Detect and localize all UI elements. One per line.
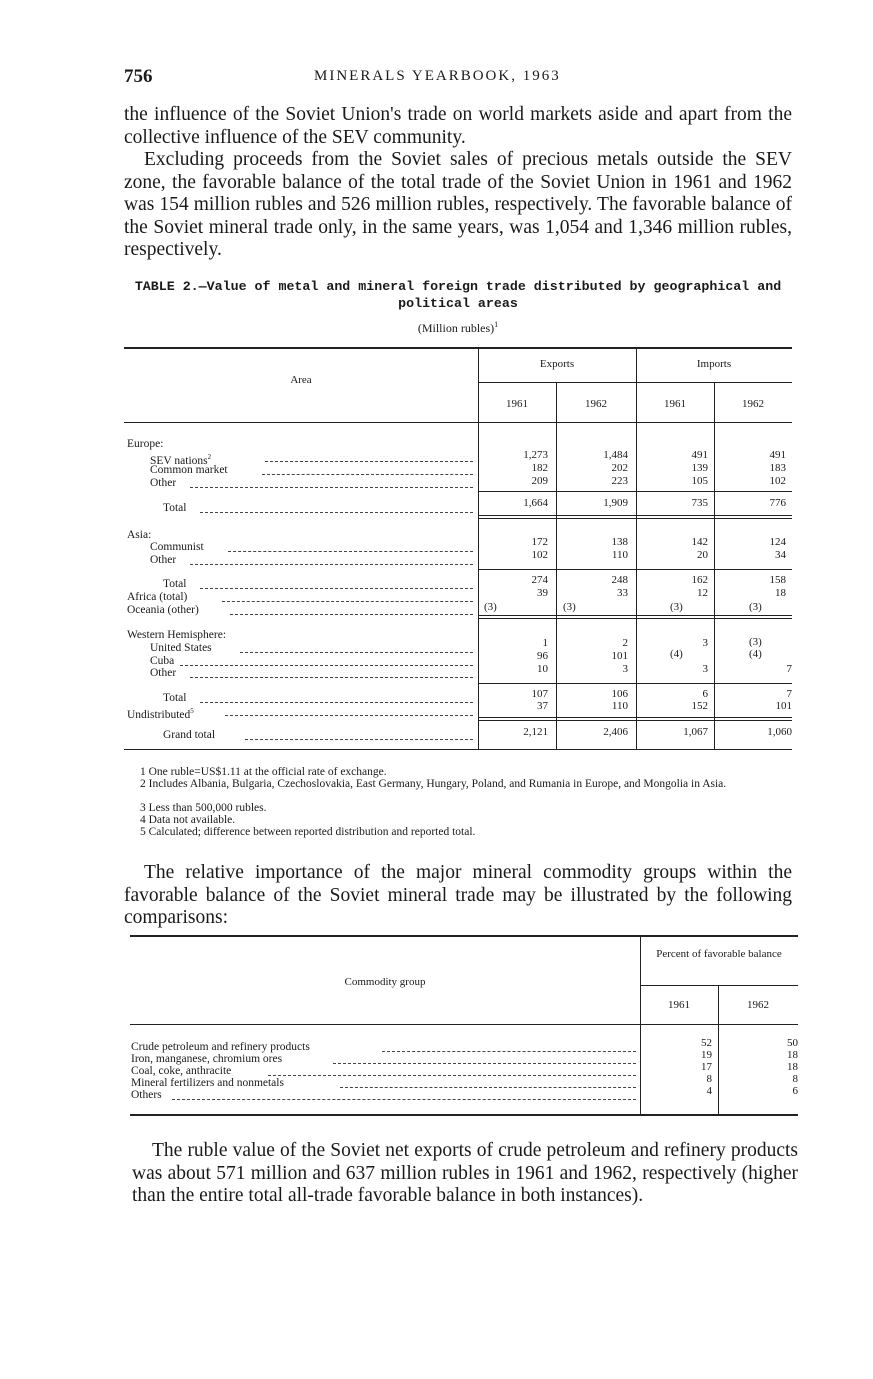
- cell: 33: [617, 587, 628, 599]
- cell: 18: [775, 587, 786, 599]
- leader-dots: [265, 461, 473, 462]
- cell: 735: [691, 497, 708, 509]
- leader-dots: [262, 474, 473, 475]
- cell: 1: [542, 637, 548, 649]
- cell: 1,484: [603, 449, 628, 461]
- col-year: 1961: [506, 398, 528, 410]
- col-year: 1961: [668, 999, 690, 1011]
- cell: 776: [769, 497, 786, 509]
- row-label: Common market: [150, 464, 228, 476]
- cell: 8: [792, 1073, 798, 1085]
- col-group-header: Commodity group: [344, 976, 426, 988]
- row-label: Africa (total): [127, 591, 188, 603]
- table3-head-rule: [130, 1024, 798, 1025]
- cell: (3): [670, 601, 683, 613]
- cell: 183: [769, 462, 786, 474]
- cell: 158: [769, 574, 786, 586]
- cell: 491: [769, 449, 786, 461]
- page-number: 756: [124, 66, 153, 87]
- cell: (3): [563, 601, 576, 613]
- total-rule: [478, 683, 792, 684]
- total-rule: [478, 615, 792, 616]
- cell: 139: [691, 462, 708, 474]
- cell: 182: [531, 462, 548, 474]
- footnote: 3 Less than 500,000 rubles.: [140, 802, 267, 814]
- cell: 491: [691, 449, 708, 461]
- cell: 1,060: [767, 726, 792, 738]
- table2-units-text: (Million rubles): [417, 321, 495, 335]
- row-label-text: SEV nations: [150, 454, 208, 467]
- leader-dots: [382, 1051, 636, 1052]
- cell: 96: [537, 650, 548, 662]
- page-header: [124, 66, 790, 88]
- cell: 3: [702, 663, 708, 675]
- table2-units: [124, 320, 792, 336]
- cell: 8: [706, 1073, 712, 1085]
- footnote: 5 Calculated; difference between reported distribution and reported total.: [140, 826, 476, 838]
- col-area-header: Area: [290, 374, 312, 386]
- footnote: 4 Data not available.: [140, 814, 236, 826]
- cell: 2,121: [523, 726, 548, 738]
- row-label: Other: [150, 554, 177, 566]
- row-label: Grand total: [163, 729, 216, 741]
- cell: (3): [749, 636, 762, 648]
- leader-dots: [225, 715, 473, 716]
- col-year: 1962: [747, 999, 769, 1011]
- col-year: 1961: [664, 398, 686, 410]
- row-head: Western Hemisphere:: [127, 629, 227, 641]
- cell: 101: [775, 700, 792, 712]
- row-head: Asia:: [127, 529, 152, 541]
- cell: 274: [531, 574, 548, 586]
- row-label: Oceania (other): [127, 604, 199, 616]
- leader-dots: [333, 1063, 636, 1064]
- leader-dots: [222, 601, 473, 602]
- cell: 105: [691, 475, 708, 487]
- leader-dots: [230, 614, 473, 615]
- leader-dots: [240, 652, 473, 653]
- cell: 1,909: [603, 497, 628, 509]
- row-note: 5: [190, 707, 194, 715]
- table2-top-rule: [124, 347, 792, 349]
- total-rule: [478, 491, 792, 492]
- row-label: Total: [163, 502, 187, 514]
- leader-dots: [180, 665, 473, 666]
- table2-units-note: 1: [494, 320, 499, 329]
- col-exports-header: Exports: [539, 358, 575, 370]
- row-note: 2: [207, 453, 212, 461]
- cell: 1,664: [523, 497, 548, 509]
- cell: 142: [691, 536, 708, 548]
- leader-dots: [245, 739, 473, 740]
- cell: 2,406: [603, 726, 628, 738]
- row-label: Mineral fertilizers and nonmetals: [131, 1077, 284, 1089]
- cell: 107: [531, 688, 548, 700]
- cell: 2: [622, 637, 628, 649]
- row-label: Cuba: [150, 655, 175, 667]
- col-pct-header: Percent of favorable balance: [656, 948, 782, 960]
- cell: 102: [769, 475, 786, 487]
- table2-label: TABLE 2.: [134, 279, 199, 294]
- row-label: Other: [150, 477, 177, 489]
- cell: (4): [749, 648, 762, 660]
- cell: 124: [769, 536, 786, 548]
- row-label: Iron, manganese, chromium ores: [131, 1053, 283, 1065]
- table3-bottom-rule: [130, 1114, 798, 1116]
- cell: 39: [537, 587, 548, 599]
- cell: 50: [787, 1037, 798, 1049]
- cell: 17: [701, 1061, 712, 1073]
- table3-subhead-rule: [640, 985, 798, 986]
- cell: 110: [611, 700, 628, 712]
- row-label: Coal, coke, anthracite: [131, 1065, 232, 1077]
- table3-top-rule: [130, 935, 798, 937]
- row-head: Europe:: [127, 438, 164, 450]
- cell: (3): [484, 601, 497, 613]
- leader-dots: [200, 702, 473, 703]
- leader-dots: [200, 512, 473, 513]
- comparison-paragraph: The relative importance of the major mineral commodity groups within the favorable balance of the Soviet mineral trade may be illustrated by the following comparisons:: [124, 862, 792, 928]
- cell: 10: [537, 663, 548, 675]
- cell: 37: [537, 700, 548, 712]
- cell: 6: [792, 1085, 798, 1097]
- row-label: [127, 705, 194, 721]
- leader-dots: [200, 588, 473, 589]
- cell: 12: [697, 587, 708, 599]
- total-rule: [478, 720, 792, 721]
- row-label-text: Undistributed: [127, 708, 191, 721]
- row-label: Total: [163, 578, 187, 590]
- cell: 34: [775, 549, 786, 561]
- cell: 19: [701, 1049, 712, 1061]
- cell: 52: [701, 1037, 712, 1049]
- leader-dots: [172, 1099, 636, 1100]
- cell: 172: [531, 536, 548, 548]
- cell: 18: [787, 1049, 798, 1061]
- cell: 3: [702, 637, 708, 649]
- table2-head-rule: [124, 422, 792, 423]
- row-label: Other: [150, 667, 177, 679]
- leader-dots: [268, 1075, 636, 1076]
- cell: 3: [622, 663, 628, 675]
- row-label: Communist: [150, 541, 204, 553]
- cell: 106: [611, 688, 628, 700]
- cell: 101: [611, 650, 628, 662]
- total-rule: [478, 515, 792, 516]
- intro-paragraph-1: the influence of the Soviet Union's trade on world markets aside and apart from the collective influence of the SEV community.: [124, 104, 792, 148]
- intro-paragraph-2: Excluding proceeds from the Soviet sales of precious metals outside the SEV zone, the favorable balance of the total trade of the Soviet Union in 1961 and 1962 was 154 million rubles and 526 million rubles, respectively. The favorable balance of the Soviet mineral trade only, in the same years, was 1,054 and 1,346 million rubles, respectively.: [124, 149, 792, 260]
- table2-subhead-rule: [478, 382, 792, 383]
- cell: 152: [691, 700, 708, 712]
- cell: 1,273: [523, 449, 548, 461]
- cell: 209: [531, 475, 548, 487]
- col-year: 1962: [585, 398, 607, 410]
- cell: 7: [786, 663, 792, 675]
- col-imports-header: Imports: [696, 358, 732, 370]
- row-label: Total: [163, 692, 187, 704]
- table2-title: —Value of metal and mineral foreign trade distributed by geographical and political areas: [198, 279, 782, 311]
- leader-dots: [190, 564, 473, 565]
- cell: 223: [611, 475, 628, 487]
- total-rule: [478, 569, 792, 570]
- cell: 1,067: [683, 726, 708, 738]
- footnote: 2 Includes Albania, Bulgaria, Czechoslovakia, East Germany, Hungary, Poland, and Rumania in Europe, and Mongolia in Asia.: [140, 778, 727, 790]
- total-rule: [478, 717, 792, 718]
- cell: 110: [611, 549, 628, 561]
- cell: (3): [749, 601, 762, 613]
- cell: 102: [531, 549, 548, 561]
- cell: 162: [691, 574, 708, 586]
- cell: 7: [786, 688, 792, 700]
- leader-dots: [340, 1087, 636, 1088]
- cell: 18: [787, 1061, 798, 1073]
- leader-dots: [190, 677, 473, 678]
- total-rule: [478, 518, 792, 519]
- row-label: United States: [150, 642, 212, 654]
- cell: 4: [706, 1085, 712, 1097]
- leader-dots: [228, 551, 473, 552]
- cell: 20: [697, 549, 708, 561]
- footnote: 1 One ruble=US$1.11 at the official rate of exchange.: [140, 766, 387, 778]
- cell: 202: [611, 462, 628, 474]
- total-rule: [478, 618, 792, 619]
- row-label: Others: [131, 1089, 162, 1101]
- row-label: Crude petroleum and refinery products: [131, 1041, 310, 1053]
- cell: (4): [670, 648, 683, 660]
- table2-caption: [124, 278, 792, 312]
- leader-dots: [190, 487, 473, 488]
- closing-paragraph: The ruble value of the Soviet net exports of crude petroleum and refinery products was about 571 million and 637 million rubles in 1961 and 1962, respectively (higher than the entire total all-trade favorable balance in both instances).: [132, 1140, 798, 1206]
- cell: 138: [611, 536, 628, 548]
- cell: 248: [611, 574, 628, 586]
- cell: 6: [702, 688, 708, 700]
- running-head: MINERALS YEARBOOK, 1963: [314, 68, 561, 84]
- col-year: 1962: [742, 398, 764, 410]
- table2-bottom-rule: [124, 749, 792, 750]
